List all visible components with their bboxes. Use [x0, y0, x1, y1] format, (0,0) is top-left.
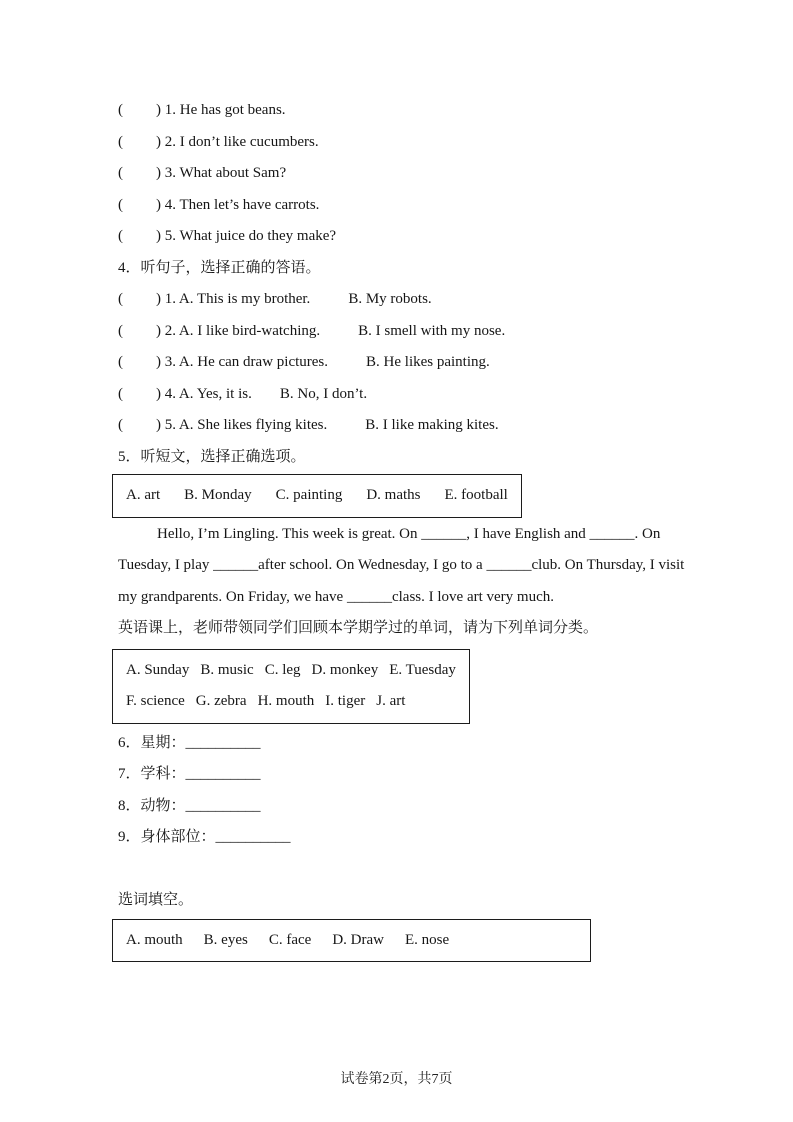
word-option: I. tiger [325, 693, 366, 709]
item-text: ) 1. He has got beans. [156, 102, 286, 118]
classify-item: 9．身体部位：__________ [118, 829, 291, 845]
answer-bracket: ( [118, 228, 123, 244]
section5-title: 5．听短文，选择正确选项。 [118, 448, 306, 465]
answer-bracket: ( [118, 417, 123, 433]
option-b: B. He likes painting. [366, 354, 490, 370]
listening-item [118, 158, 703, 190]
answer-bracket: ( [118, 291, 123, 307]
word-bank-line [126, 686, 456, 718]
classify-item: 8．动物：__________ [118, 797, 261, 814]
word-bank-line [126, 480, 508, 512]
word-option: B. Monday [184, 487, 252, 503]
option-a: ) 2. A. I like bird-watching. [156, 322, 321, 339]
classify-item: 7．学科：__________ [118, 766, 261, 782]
page-content [118, 95, 703, 962]
listening-choice-item [118, 316, 703, 348]
word-option: C. face [268, 931, 312, 948]
word-option: D. monkey [311, 661, 379, 678]
item-text: ) 5. What juice do they make? [156, 228, 337, 244]
word-option: J. art [376, 693, 406, 709]
item-text: ) 3. What about Sam? [156, 165, 287, 181]
answer-bracket: ( [118, 196, 123, 213]
page-number-footer: 试卷第2页，共7页 [340, 1072, 453, 1087]
item-text: ) 4. Then let’s have carrots. [156, 196, 320, 213]
word-option: A. mouth [126, 931, 183, 948]
word-option: A. art [126, 487, 161, 503]
option-a: ) 3. A. He can draw pictures. [156, 354, 329, 370]
option-b: B. I like making kites. [365, 417, 499, 433]
item-text: ) 2. I don’t like cucumbers. [156, 133, 319, 150]
passage-line: my grandparents. On Friday, we have ______class. I love art very much. [118, 588, 554, 605]
passage-line: Hello, I’m Lingling. This week is great. On ______, I have English and ______. On [157, 525, 661, 542]
passage-line: Tuesday, I play ______after school. On Wednesday, I go to a ______club. On Thursday, I visit [118, 557, 685, 573]
listening-item [118, 221, 703, 253]
answer-bracket: ( [118, 322, 123, 339]
option-b: B. I smell with my nose. [358, 322, 506, 339]
option-b: B. My robots. [348, 291, 432, 307]
classify-item: 6．星期：__________ [118, 734, 261, 751]
option-a: ) 1. A. This is my brother. [156, 291, 311, 307]
word-bank-box [112, 474, 522, 518]
listening-item [118, 190, 703, 222]
option-a: ) 5. A. She likes flying kites. [156, 417, 328, 433]
listening-choice-item [118, 410, 703, 442]
word-option: F. science [126, 693, 185, 709]
word-option: E. nose [404, 931, 450, 948]
word-option: D. maths [366, 487, 421, 503]
word-bank-line [126, 655, 456, 687]
word-option: H. mouth [257, 693, 315, 709]
answer-bracket: ( [118, 165, 123, 181]
listening-choice-item [118, 284, 703, 316]
word-bank-line [126, 925, 577, 957]
listening-item [118, 95, 703, 127]
word-option: A. Sunday [126, 661, 190, 678]
word-option: C. painting [275, 487, 343, 503]
option-b: B. No, I don’t. [279, 385, 368, 402]
listening-choice-item [118, 379, 703, 411]
word-option: B. music [200, 661, 254, 678]
word-bank-box [112, 649, 470, 724]
classify-instruction: 英语课上，老师带领同学们回顾本学期学过的单词，请为下列单词分类。 [118, 620, 599, 636]
answer-bracket: ( [118, 354, 123, 370]
fill-instruction: 选词填空。 [118, 892, 194, 908]
answer-bracket: ( [118, 102, 123, 118]
listening-item [118, 127, 703, 159]
word-bank-box [112, 919, 591, 963]
answer-bracket: ( [118, 385, 123, 402]
word-option: E. football [444, 487, 508, 503]
word-option: E. Tuesday [389, 661, 456, 678]
listening-choice-item [118, 347, 703, 379]
word-option: C. leg [264, 661, 301, 678]
word-option: G. zebra [195, 693, 247, 709]
word-option: B. eyes [203, 931, 248, 948]
answer-bracket: ( [118, 133, 123, 150]
word-option: D. Draw [332, 931, 384, 948]
option-a: ) 4. A. Yes, it is. [156, 385, 252, 402]
section4-title: 4．听句子，选择正确的答语。 [118, 259, 321, 276]
